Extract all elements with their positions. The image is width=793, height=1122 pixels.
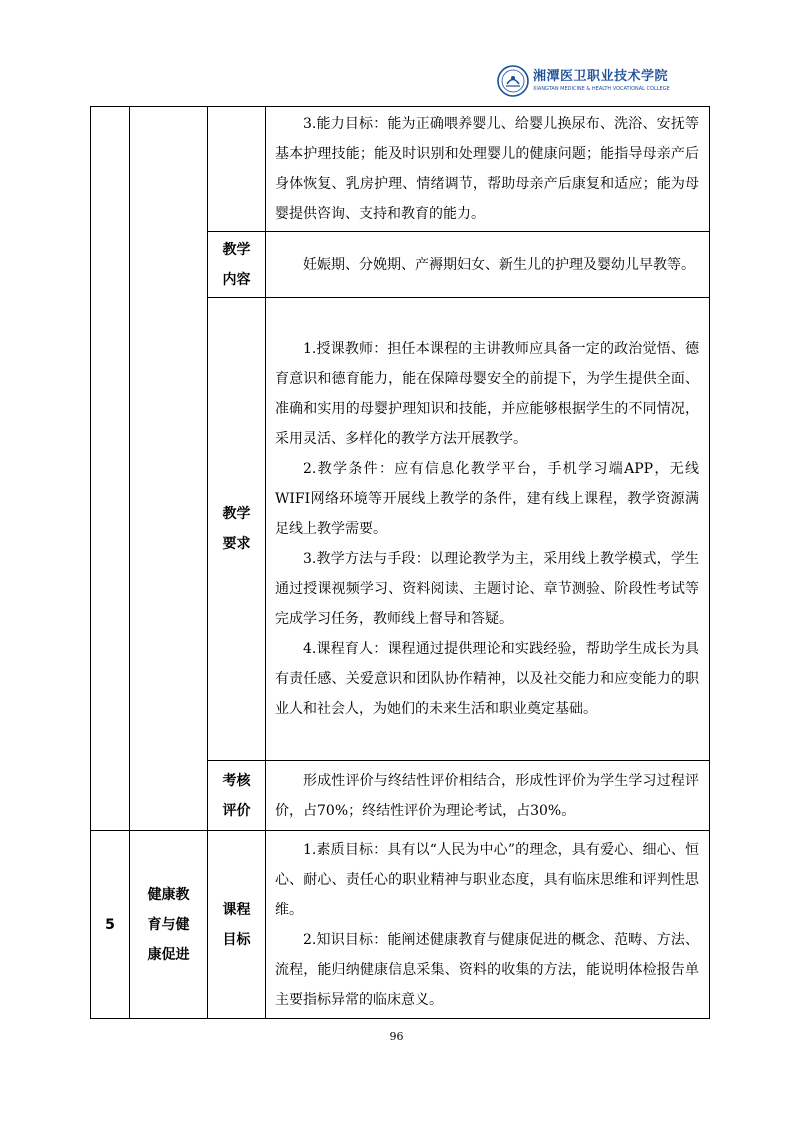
college-logo <box>497 64 697 98</box>
content-cell <box>266 761 710 831</box>
row-label-line: 目标 <box>222 931 251 948</box>
course-number: 5 <box>91 831 130 1019</box>
table-row <box>91 107 710 232</box>
row-label <box>208 761 266 831</box>
label-cell-empty <box>208 107 266 232</box>
paragraph: 3.教学方法与手段：以理论教学为主，采用线上教学模式，学生通过授课视频学习、资料阅读、主题讨论、章节测验、阶段性考试等完成学习任务，教师线上督导和答疑。 <box>275 551 699 627</box>
course-name-line: 健康教 <box>147 886 190 903</box>
row-label <box>208 831 266 1019</box>
paragraph: 形成性评价与终结性评价相结合，形成性评价为学生学习过程评价，占70%；终结性评价为理论考试，占30%。 <box>275 772 699 819</box>
curriculum-table <box>90 106 710 1019</box>
content-cell <box>266 298 710 761</box>
paragraph: 3.能力目标：能为正确喂养婴儿、给婴儿换尿布、洗浴、安抚等基本护理技能；能及时识别和处理婴儿的健康问题；能指导母亲产后身体恢复、乳房护理、情绪调节，帮助母亲产后康复和适应；能为母婴提供咨询、支持和教育的能力。 <box>275 116 699 222</box>
row-label-line: 教学 <box>222 506 251 522</box>
paragraph: 1.素质目标：具有以“人民为中心”的理念，具有爱心、细心、恒心、耐心、责任心的职业精神与职业态度，具有临床思维和评判性思维。 <box>275 841 699 918</box>
course-name-line: 康促进 <box>147 946 190 963</box>
row-label <box>208 232 266 298</box>
content-cell <box>266 107 710 232</box>
college-emblem-icon <box>497 65 529 97</box>
logo-text-en: XIANGTAN MEDICINE & HEALTH VOCATIONAL COLLEGE <box>533 86 670 92</box>
row-label-line: 内容 <box>222 271 251 288</box>
paragraph: 2.教学条件：应有信息化教学平台，手机学习端APP，无线WIFI网络环境等开展线上教学的条件，建有线上课程，教学资源满足线上教学需要。 <box>275 461 699 537</box>
paragraph: 1.授课教师：担任本课程的主讲教师应具备一定的政治觉悟、德育意识和德育能力，能在保障母婴安全的前提下，为学生提供全面、准确和实用的母婴护理知识和技能，并应能够根据学生的不同情况，采用灵活、多样化的教学方法开展教学。 <box>275 341 699 447</box>
page-number: 96 <box>389 1030 404 1043</box>
content-cell <box>266 831 710 1019</box>
paragraph: 妊娠期、分娩期、产褥期妇女、新生儿的护理及婴幼儿早教等。 <box>303 256 695 273</box>
course-name-cell-empty <box>130 107 208 831</box>
row-label-line: 要求 <box>222 536 251 552</box>
row-label-line: 教学 <box>222 241 251 258</box>
paragraph: 2.知识目标：能阐述健康教育与健康促进的概念、范畴、方法、流程，能归纳健康信息采集、资料的收集的方法，能说明体检报告单主要指标异常的临床意义。 <box>275 931 699 1008</box>
content-cell <box>266 232 710 298</box>
row-label <box>208 298 266 761</box>
row-label-line: 考核 <box>222 772 251 789</box>
logo-text-cn: 湘潭医卫职业技术学院 <box>533 69 669 84</box>
course-name-line: 育与健 <box>147 916 190 933</box>
paragraph: 4.课程育人：课程通过提供理论和实践经验，帮助学生成长为具有责任感、关爱意识和团队协作精神，以及社交能力和应变能力的职业人和社会人，为她们的未来生活和职业奠定基础。 <box>275 641 699 717</box>
number-cell-empty <box>91 107 130 831</box>
row-label-line: 课程 <box>222 901 251 918</box>
course-name <box>130 831 208 1019</box>
row-label-line: 评价 <box>222 802 251 819</box>
table-row <box>91 831 710 1019</box>
